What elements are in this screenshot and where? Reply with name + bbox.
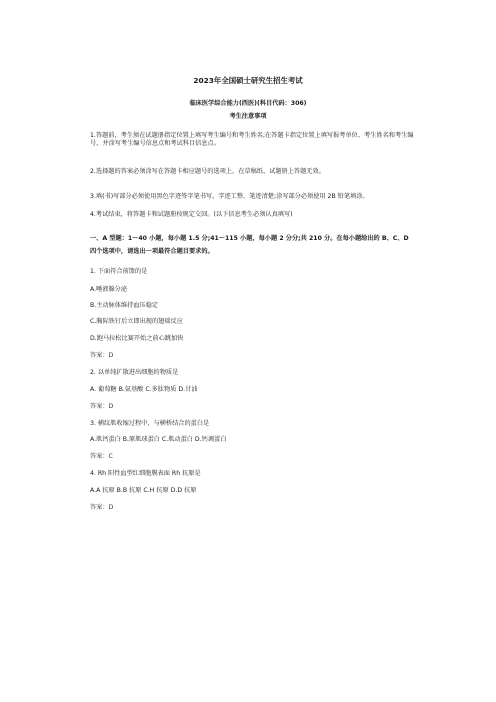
question-option: C.胸际铁钉后立即出现的翅瑞反应 [90, 318, 183, 325]
question-option: A.唾液腺分泌 [90, 286, 128, 293]
notice-item: 2.选择题的答案必须涂写在答题卡相应题号的选项上，在草稿纸、试题册上答题无效。 [90, 168, 325, 175]
question-option: B.主动脉体维持血压稳定 [90, 302, 159, 309]
question-option: D.跑马拉松比赛开始之前心跳加快 [90, 335, 184, 342]
answer-text: 答案：D [90, 352, 114, 359]
question-stem: 2. 以单纯扩散进出细胞的物质是 [90, 369, 179, 376]
question-option: A.肌钙蛋白 B.原肌球蛋白 C.肌动蛋白 D.钙调蛋白 [90, 436, 227, 443]
notice-item: 1.答题前，考生须在试题册指定位置上填写考生编号和考生姓名;在答题卡指定位置上填写报考单位、考生姓名和考生编号，并涂写考生编号信息点和考试科目信息点。 [90, 132, 414, 147]
exam-subtitle: 临床医学综合能力(西医)(科目代码：306) [189, 100, 307, 107]
answer-text: 答案：D [90, 403, 114, 410]
question-option: A. 葡萄糖 B.氨基酸 C.多肽物质 D.甘油 [90, 386, 198, 393]
answer-text: 答案：D [90, 504, 114, 511]
question-stem: 1. 下面符合前馈的是 [90, 268, 148, 275]
question-option: A.A 抗原 B.B 抗原 C.H 抗原 D.D 抗原 [90, 487, 197, 494]
notice-item: 3.填(书)写部分必须使用黑色字迹签字笔书写，字迹工整、笔迹清楚;涂写部分必须使用 2B 铅笔填涂。 [90, 193, 369, 200]
notice-item: 4.考试结束，将答题卡和试题册按规定交回。(以下信息考生必须认真填写) [90, 211, 293, 218]
answer-text: 答案：C [90, 453, 113, 460]
section-heading: 一、A 型题：1～40 小题，每小题 1.5 分;41～115 小题，每小题 2 分分;共 210 分。在每小题给出的 B、C、D 四个选项中，请选出一项最符合题目要求的。 [90, 235, 409, 255]
question-stem: 4. Rh 阳性血型红细胞膜表面 Rh 抗原是 [90, 470, 201, 477]
notice-heading: 考生注意事项 [229, 113, 267, 120]
exam-title: 2023年全国硕士研究生招生考试 [193, 76, 303, 85]
question-stem: 3. 横纹肌收缩过程中，与横桥结合的蛋白是 [90, 420, 210, 427]
